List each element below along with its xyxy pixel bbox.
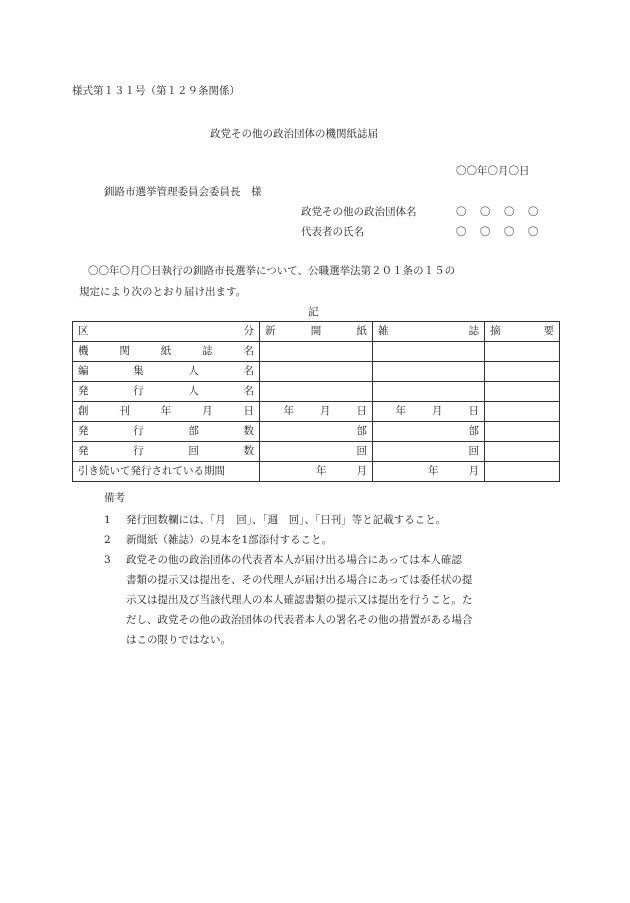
cell-magazine-date[interactable]: 年 月 日	[373, 402, 485, 422]
registration-table	[72, 321, 560, 482]
row-label-publication-name: 機 関 紙 誌 名	[78, 345, 254, 357]
org-name-label: 政党その他の政治団体名	[301, 206, 417, 218]
note-item-2: 2 新聞紙（雑誌）の見本を1部添付すること。	[104, 534, 333, 546]
cell-magazine-frequency[interactable]: 回	[373, 442, 485, 462]
cell-remarks[interactable]	[485, 382, 560, 402]
cell-newspaper[interactable]	[260, 362, 373, 382]
representative-label: 代表者の氏名	[301, 226, 364, 238]
cell-remarks[interactable]	[485, 442, 560, 462]
row-label-continuous-period: 引き続いて発行されている期間	[73, 462, 260, 482]
cell-newspaper[interactable]	[260, 382, 373, 402]
header-newspaper: 新 開 紙	[265, 325, 367, 337]
cell-magazine-copies[interactable]: 部	[373, 422, 485, 442]
cell-remarks[interactable]	[485, 462, 560, 482]
table-row	[73, 402, 560, 422]
row-label-copies: 発 行 部 数	[78, 425, 254, 437]
representative-placeholder: 〇 〇 〇 〇	[456, 226, 539, 238]
body-text-line1: 〇〇年〇月〇日執行の釧路市長選挙について、公職選挙法第２０１条の１５の	[88, 265, 456, 277]
ki-mark: 記	[308, 306, 319, 318]
table-row	[73, 382, 560, 402]
cell-magazine-period[interactable]: 年 月	[373, 462, 485, 482]
cell-magazine[interactable]	[373, 362, 485, 382]
table-row	[73, 422, 560, 442]
header-remarks: 摘 要	[490, 325, 554, 337]
addressee: 釧路市選挙管理委員会委員長 様	[104, 186, 262, 198]
table-row	[73, 462, 560, 482]
cell-newspaper-frequency[interactable]: 回	[260, 442, 373, 462]
cell-newspaper-date[interactable]: 年 月 日	[260, 402, 373, 422]
cell-remarks[interactable]	[485, 402, 560, 422]
header-magazine: 雑 誌	[378, 325, 479, 337]
row-label-publisher: 発 行 人 名	[78, 385, 254, 397]
cell-remarks[interactable]	[485, 362, 560, 382]
cell-remarks[interactable]	[485, 342, 560, 362]
form-number: 様式第１３１号（第１２９条関係）	[72, 85, 240, 97]
row-label-first-issue-date: 創 刊 年 月 日	[78, 405, 254, 417]
cell-newspaper-period[interactable]: 年 月	[260, 462, 373, 482]
cell-magazine[interactable]	[373, 382, 485, 402]
table-row	[73, 362, 560, 382]
table-row	[73, 442, 560, 462]
table-row	[73, 342, 560, 362]
org-name-placeholder: 〇 〇 〇 〇	[456, 206, 539, 218]
body-text-line2: 規定により次のとおり届け出ます。	[79, 286, 247, 298]
row-label-editor: 編 集 人 名	[78, 365, 254, 377]
table-header-row	[73, 322, 560, 342]
row-label-frequency: 発 行 回 数	[78, 445, 254, 457]
cell-newspaper-copies[interactable]: 部	[260, 422, 373, 442]
document-title: 政党その他の政治団体の機関紙誌届	[210, 128, 378, 140]
submission-date: 〇〇年〇月〇日	[456, 165, 530, 177]
notes-heading: 備考	[104, 492, 125, 504]
note-item-3: 3 政党その他の政治団体の代表者本人が届け出る場合にあっては本人確認 書類の提示又は提出を、その代理人が届け出る場合にあっては委任状の提 示又は提出及び当該代理人の本人確認書類の提示又は提出を行うこと。た だし、政党その他の政治団体の代表者本人の署名その他の措置がある場合 はこの限りではない。	[104, 554, 473, 646]
header-category: 区 分	[78, 325, 254, 337]
cell-newspaper[interactable]	[260, 342, 373, 362]
cell-magazine[interactable]	[373, 342, 485, 362]
note-item-1: 1 発行回数欄には、「月 回」、「週 回」、「日刊」等と記載すること。	[104, 514, 447, 526]
cell-remarks[interactable]	[485, 422, 560, 442]
